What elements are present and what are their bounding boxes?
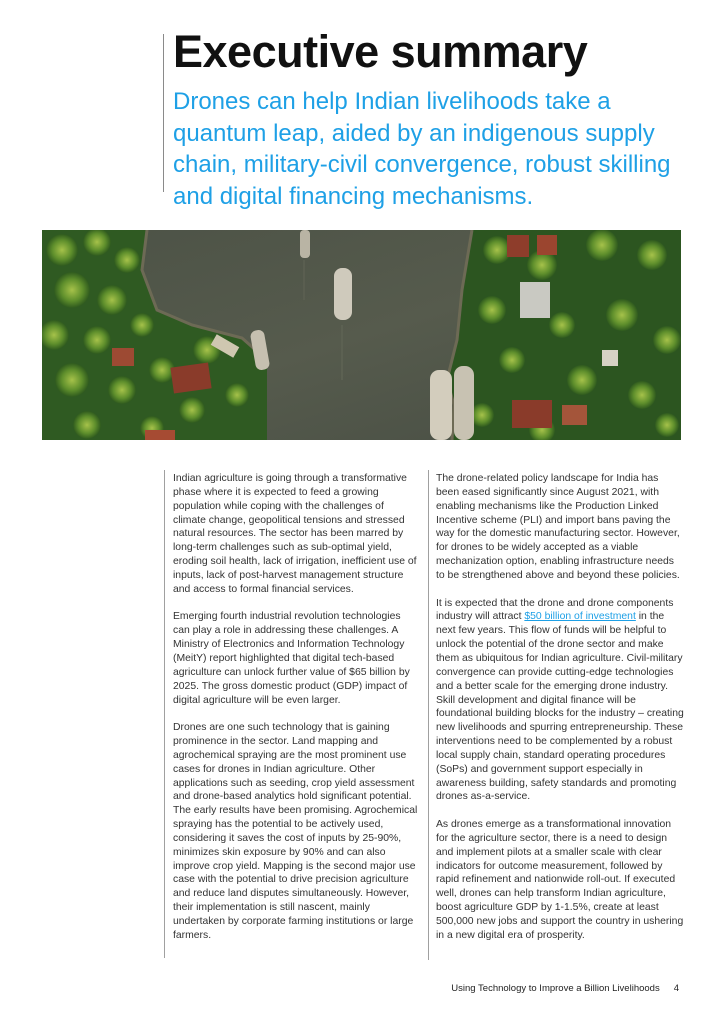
left-paragraph-1: Indian agriculture is going through a transformative phase where it is expected to feed a growing population while coping with the challenges of climate change, geopolitical tensions and stressed natural resources. The sector has been marred by long-term challenges such as sub-optimal yield, eroding soil health, lack of irrigation, inefficient use of inputs, lack of post-harvest management structure and access to formal financial services.: [173, 473, 417, 595]
right-paragraph-2: [436, 597, 684, 805]
left-column-rule: [164, 470, 165, 958]
header-accent-rule: [163, 34, 164, 192]
page-subtitle: Drones can help Indian livelihoods take a quantum leap, aided by an indigenous supply chain, military-civil convergence, robust skilling and digital financing mechanisms.: [173, 88, 671, 210]
hero-image-aerial-river: [42, 230, 681, 440]
left-paragraph-2: Emerging fourth industrial revolution technologies can play a role in addressing these challenges. A Ministry of Electronics and Information Technology (MeitY) report highlighted that digital tech-based agriculture can unlock further value of $65 billion by 2025. The gross domestic product (GDP) impact of digital agriculture will be even larger.: [173, 611, 410, 706]
right-column-rule: [428, 470, 429, 960]
left-paragraph-3: Drones are one such technology that is gaining prominence in the sector. Land mapping and agrochemical spraying are the most prominent use cases for drones in Indian agriculture. Other applications such as seeding, crop yield assessment and drone-based analytics hold significant potential. The early results have been promising. Agrochemical spraying has the potential to be actively used, considering it saves the cost of inputs by 25-90%, minimizes skin exposure by 90% and can also improve crop yield. Mapping is the second major use case with the potential to drive precision agriculture and reduce land disputes simultaneously. However, their implementation is still nascent, mainly undertaken by corporate farming institutions or large farmers.: [173, 722, 418, 941]
right-paragraph-1: The drone-related policy landscape for India has been eased significantly since August 2021, with enabling mechanisms like the Production Linked Incentive scheme (PLI) and import bans paving the way for the domestic manufacturing sector. However, for drones to be widely accepted as a viable mechanization option, enabling infrastructure needs to be strengthened above and beyond these policies.: [436, 473, 680, 581]
right-paragraph-2-start: It is expected that the drone and drone components industry will attract: [436, 597, 674, 623]
aerial-river-photo: [42, 230, 681, 440]
investment-link[interactable]: $50 billion of investment: [524, 611, 636, 623]
page-number: 4: [673, 983, 679, 994]
footer-title: Using Technology to Improve a Billion Livelihoods: [451, 983, 660, 994]
right-paragraph-3: As drones emerge as a transformational innovation for the agriculture sector, there is a need to design and implement pilots at a smaller scale with clear indicators for outcome measurement, followed by rapid refinement and nationwide roll-out. If executed well, drones can help transform Indian agriculture, boost agriculture GDP by 1-1.5%, create at least 500,000 new jobs and support the country in ushering in a new digital era of prosperity.: [436, 819, 684, 941]
page-footer: [451, 983, 679, 994]
page-title: Executive summary: [173, 26, 588, 77]
left-text-column: [173, 472, 419, 957]
right-text-column: [436, 472, 684, 957]
right-paragraph-2-end: in the next few years. This flow of funds will be helpful to unlock the potential of the drone sector and make them as ubiquitous for Indian agriculture. Civil-military convergence can provide cutting-edge technologies and a better scale for the emerging drone industry. Skill development and digital finance will be foundational building blocks for the industry – creating new livelihoods and spurring entrepreneurship. These interventions need to be complemented by a robust local supply chain, standard operating procedures (SoPs) and government support especially in awareness building, safety standards and promoting drones as-a-service.: [436, 611, 684, 803]
